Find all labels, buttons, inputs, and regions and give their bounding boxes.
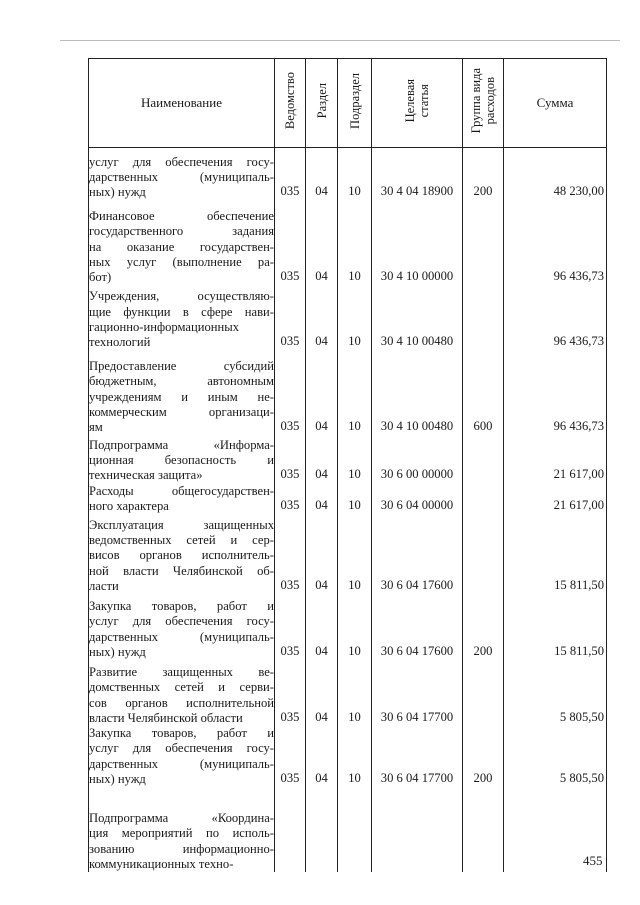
name-line: ного характера — [89, 498, 169, 513]
celevaya-statya-cell — [372, 787, 463, 872]
name-line: сов органов исполнительной — [89, 695, 274, 710]
podrazdel-cell: 10 — [338, 594, 372, 660]
name-line: Расходы общегосударствен- — [89, 483, 274, 498]
name-cell — [89, 726, 275, 787]
summa-cell: 21 617,00 — [504, 436, 607, 484]
gruppa-cell — [463, 201, 504, 286]
name-cell — [89, 514, 275, 594]
name-line: дарственных (муниципаль- — [89, 169, 274, 184]
table-row — [89, 594, 607, 660]
celevaya-statya-cell: 30 4 10 00480 — [372, 286, 463, 351]
name-line: домственных сетей и серви- — [89, 680, 274, 695]
name-line: ционная безопасность и — [89, 452, 274, 467]
name-line: Подпрограмма «Координа- — [89, 811, 274, 826]
podrazdel-cell: 10 — [338, 514, 372, 594]
summa-cell: 96 436,73 — [504, 351, 607, 436]
name-line: услуг для обеспечения госу- — [89, 741, 274, 756]
gruppa-cell: 200 — [463, 726, 504, 787]
gruppa-cell — [463, 286, 504, 351]
name-line: ной власти Челябинской об- — [89, 563, 274, 578]
razdel-cell: 04 — [306, 201, 338, 286]
razdel-cell: 04 — [306, 148, 338, 201]
podrazdel-cell: 10 — [338, 201, 372, 286]
celevaya-statya-cell: 30 6 04 17700 — [372, 660, 463, 726]
name-line: государственного задания — [89, 224, 274, 239]
summa-cell: 21 617,00 — [504, 484, 607, 515]
gruppa-cell — [463, 660, 504, 726]
name-line: ласти — [89, 578, 119, 593]
podrazdel-cell: 10 — [338, 484, 372, 515]
budget-table — [88, 58, 607, 872]
razdel-cell: 04 — [306, 286, 338, 351]
vedomstvo-cell: 035 — [275, 148, 306, 201]
table-row — [89, 351, 607, 436]
header-name: Наименование — [89, 59, 275, 148]
gruppa-cell — [463, 484, 504, 515]
table-row — [89, 726, 607, 787]
header-celevaya-statya: Целевая статья — [372, 59, 463, 148]
name-line: Эксплуатация защищенных — [89, 517, 274, 532]
vedomstvo-cell: 035 — [275, 286, 306, 351]
vedomstvo-cell: 035 — [275, 436, 306, 484]
table-row — [89, 660, 607, 726]
razdel-cell: 04 — [306, 726, 338, 787]
scan-top-rule — [60, 40, 620, 41]
table-row — [89, 514, 607, 594]
celevaya-statya-cell: 30 4 10 00000 — [372, 201, 463, 286]
name-line: висов органов исполнитель- — [89, 548, 274, 563]
celevaya-statya-cell: 30 4 10 00480 — [372, 351, 463, 436]
name-line: Финансовое обеспечение — [89, 209, 274, 224]
summa-cell: 5 805,50 — [504, 726, 607, 787]
name-line: ных услуг (выполнение ра- — [89, 254, 274, 269]
page-number: 455 — [583, 853, 603, 868]
summa-cell: 96 436,73 — [504, 286, 607, 351]
vedomstvo-cell: 035 — [275, 484, 306, 515]
name-line: технологий — [89, 335, 151, 350]
summa-cell: 15 811,50 — [504, 514, 607, 594]
razdel-cell: 04 — [306, 594, 338, 660]
razdel-cell — [306, 787, 338, 872]
vedomstvo-cell: 035 — [275, 726, 306, 787]
table-row — [89, 286, 607, 351]
name-line: бюджетным, автономным — [89, 374, 274, 389]
celevaya-statya-cell: 30 6 04 17600 — [372, 514, 463, 594]
gruppa-cell: 200 — [463, 148, 504, 201]
vedomstvo-cell: 035 — [275, 514, 306, 594]
name-line: Предоставление субсидий — [89, 359, 274, 374]
vedomstvo-cell: 035 — [275, 201, 306, 286]
name-line: Закупка товаров, работ и — [89, 598, 274, 613]
razdel-cell: 04 — [306, 436, 338, 484]
summa-cell: 96 436,73 — [504, 201, 607, 286]
name-cell — [89, 351, 275, 436]
podrazdel-cell: 10 — [338, 726, 372, 787]
name-line: коммуникационных техно- — [89, 856, 234, 871]
name-line: ных) нужд — [89, 771, 146, 786]
name-line: услуг для обеспечения госу- — [89, 614, 274, 629]
header-summa: Сумма — [504, 59, 607, 148]
name-line: бот) — [89, 270, 112, 285]
table-row — [89, 436, 607, 484]
table-row — [89, 148, 607, 201]
summa-cell: 48 230,00 — [504, 148, 607, 201]
header-vedomstvo: Ведомство — [275, 59, 306, 148]
celevaya-statya-cell: 30 6 04 17600 — [372, 594, 463, 660]
name-cell — [89, 148, 275, 201]
podrazdel-cell — [338, 787, 372, 872]
name-line: дарственных (муниципаль- — [89, 629, 274, 644]
table-header-row — [89, 59, 607, 148]
name-cell — [89, 201, 275, 286]
name-cell — [89, 286, 275, 351]
name-line: зованию информационно- — [89, 841, 274, 856]
name-cell — [89, 660, 275, 726]
celevaya-statya-cell: 30 4 04 18900 — [372, 148, 463, 201]
celevaya-statya-cell: 30 6 00 00000 — [372, 436, 463, 484]
podrazdel-cell: 10 — [338, 660, 372, 726]
celevaya-statya-cell: 30 6 04 00000 — [372, 484, 463, 515]
podrazdel-cell: 10 — [338, 148, 372, 201]
name-cell — [89, 484, 275, 515]
header-razdel: Раздел — [306, 59, 338, 148]
podrazdel-cell: 10 — [338, 351, 372, 436]
name-line: гационно-информационных — [89, 319, 240, 334]
table-body — [89, 148, 607, 873]
gruppa-cell — [463, 436, 504, 484]
name-line: ция мероприятий по исполь- — [89, 826, 274, 841]
name-line: ных) нужд — [89, 644, 146, 659]
name-line: техническая защита» — [89, 468, 203, 483]
summa-cell: 5 805,50 — [504, 660, 607, 726]
gruppa-cell: 200 — [463, 594, 504, 660]
name-line: учреждениям и иным не- — [89, 389, 274, 404]
razdel-cell: 04 — [306, 351, 338, 436]
name-line: щие функции в сфере нави- — [89, 304, 274, 319]
podrazdel-cell: 10 — [338, 286, 372, 351]
vedomstvo-cell: 035 — [275, 660, 306, 726]
gruppa-cell: 600 — [463, 351, 504, 436]
header-gruppa-vida-rashodov: Группа вида расходов — [463, 59, 504, 148]
razdel-cell: 04 — [306, 660, 338, 726]
name-line: ных) нужд — [89, 185, 146, 200]
header-podrazdel: Подраздел — [338, 59, 372, 148]
gruppa-cell — [463, 514, 504, 594]
name-line: услуг для обеспечения госу- — [89, 154, 274, 169]
vedomstvo-cell: 035 — [275, 351, 306, 436]
vedomstvo-cell: 035 — [275, 594, 306, 660]
table-row — [89, 201, 607, 286]
name-cell — [89, 436, 275, 484]
name-line: на оказание государствен- — [89, 239, 274, 254]
podrazdel-cell: 10 — [338, 436, 372, 484]
razdel-cell: 04 — [306, 484, 338, 515]
name-line: Подпрограмма «Информа- — [89, 437, 274, 452]
table-row — [89, 787, 607, 872]
vedomstvo-cell — [275, 787, 306, 872]
name-cell — [89, 787, 275, 872]
name-line: ведомственных сетей и сер- — [89, 532, 274, 547]
razdel-cell: 04 — [306, 514, 338, 594]
name-line: Закупка товаров, работ и — [89, 726, 274, 741]
name-line: коммерческим организаци- — [89, 404, 274, 419]
name-line: дарственных (муниципаль- — [89, 756, 274, 771]
table-row — [89, 484, 607, 515]
name-line: ям — [89, 420, 103, 435]
name-cell — [89, 594, 275, 660]
gruppa-cell — [463, 787, 504, 872]
celevaya-statya-cell: 30 6 04 17700 — [372, 726, 463, 787]
name-line: Развитие защищенных ве- — [89, 664, 274, 679]
name-line: Учреждения, осуществляю- — [89, 289, 274, 304]
name-line: власти Челябинской области — [89, 710, 243, 725]
summa-cell: 15 811,50 — [504, 594, 607, 660]
